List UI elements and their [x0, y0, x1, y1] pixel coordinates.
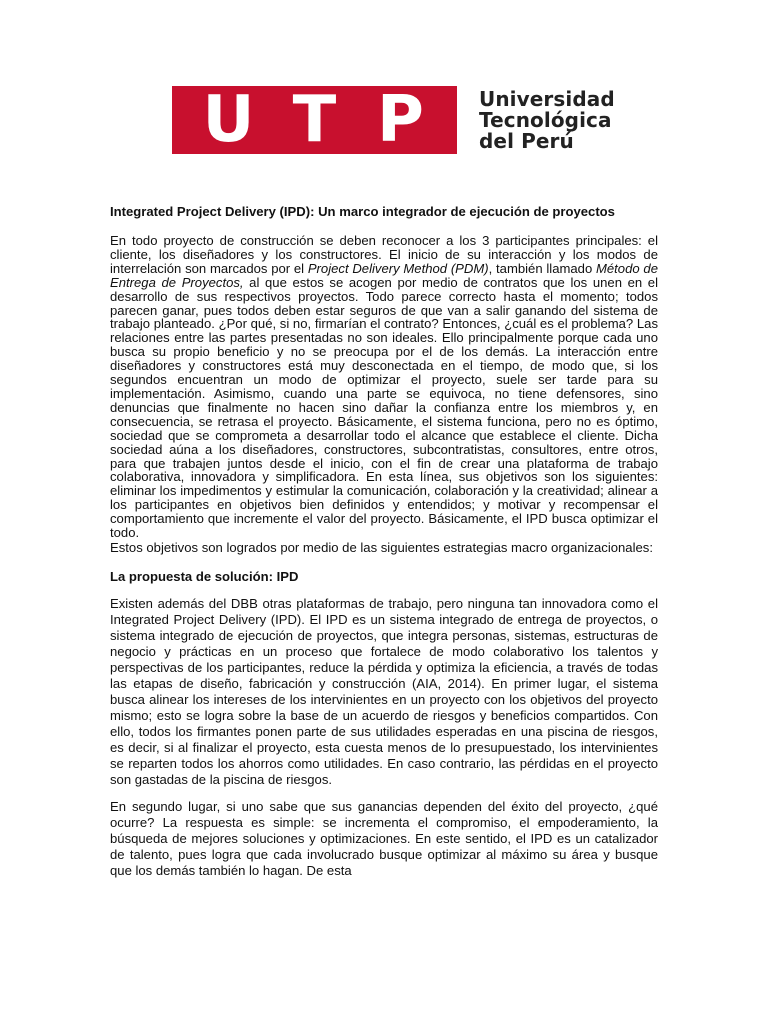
intro-italic-metodo: Método de Entrega de Proyectos,: [110, 260, 658, 290]
paragraph-strategies: Estos objetivos son logrados por medio de las siguientes estrategias macro organizacionales:: [110, 539, 653, 555]
utp-logo: [172, 83, 615, 157]
utp-logo-wordmark: [479, 86, 615, 153]
utp-logo-mark: [172, 83, 457, 157]
intro-text-b: , también llamado: [488, 260, 596, 276]
intro-text-c: al que estos se acogen por medio de contratos que los unen en el desarrollo de sus respectivos proyectos. Todo parece correcto hasta el momento; todos parecen ganar, pues todos deben estar seguros de que van a salir ganando del sistema de trabajo planteado. ¿Por qué, si no, firmarían el contrato? Entonces, ¿cuál es el problema? Las relaciones entre las partes presentadas no son ideales. Ello principalmente porque cada uno busca su propio beneficio y no se preocupa por el de los demás. La interacción entre diseñadores y constructores está muy desconectada en el tiempo, de modo que, si los segundos encuentran un modo de optimizar el proyecto, suele ser tarde para su implementación. Asimismo, cuando una parte se equivoca, no tiene defensores, sino denuncias que finalmente no hacen sino dañar la confianza entre los miembros y, en consecuencia, se retrasa el proyecto. Básicamente, el sistema funciona, pero no es óptimo, sociedad que se comprometa a desarrollar todo el alcance que establece el cliente. Dicha sociedad aúna a los diseñadores, constructores, subcontratistas, consultores, entre otros, para que trabajen juntos desde el inicio, con el fin de crear una plataforma de trabajo colaborativa, innovadora y simplificadora. En esta línea, sus objetivos son los siguientes: eliminar los impedimentos y estimular la comunicación, colaboración y la creatividad; alinear a los participantes en objetivos bien definidos y entendidos; y motivar y recompensar el comportamiento que incremente el valor del proyecto. Básicamente, el IPD busca optimizar el todo.: [110, 274, 658, 541]
document-title: Integrated Project Delivery (IPD): Un marco integrador de ejecución de proyectos: [110, 204, 615, 219]
logo-line-2: Tecnológica: [479, 107, 612, 132]
intro-italic-pdm: Project Delivery Method (PDM): [307, 260, 489, 276]
paragraph-ipd: Existen además del DBB otras plataformas de trabajo, pero ninguna tan innovadora como el Integrated Project Delivery (IPD). El IPD es un sistema integrado de entrega de proyectos, o sistema integrado de ejecución de proyectos, que integra personas, sistemas, estructuras de negocio y prácticas en un proceso que fortalece de modo colaborativo los talentos y perspectivas de los participantes, reduce la pérdida y optimiza la eficiencia, a través de todas las etapas de diseño, fabricación y construcción (AIA, 2014). En primer lugar, el sistema busca alinear los intereses de los intervinientes en un proyecto con los objetivos del proyecto mismo; esto se logra sobre la base de un acuerdo de riesgos y beneficios compartidos. Con ello, todos los firmantes ponen parte de sus utilidades esperadas en una piscina de riesgos, es decir, si al finalizar el proyecto, esta cuesta menos de lo presupuestado, los intervinientes se reparten todos los ahorros como utilidades. En caso contrario, las pérdidas en el proyecto son gastadas de la piscina de riesgos.: [110, 595, 658, 787]
logo-letter-t: T: [292, 83, 337, 157]
logo-letter-u: U: [202, 83, 255, 157]
intro-text-a: En todo proyecto de construcción se deben reconocer a los 3 participantes principales: el cliente, los diseñadores y los constructores. El inicio de su interacción y los modos de interrelación son marcados por el: [110, 233, 658, 276]
paragraph-intro: [110, 234, 658, 540]
logo-line-1: Universidad: [479, 86, 615, 111]
logo-line-3: del Perú: [479, 128, 574, 153]
logo-letter-p: P: [377, 83, 424, 157]
paragraph-second: En segundo lugar, si uno sabe que sus ganancias dependen del éxito del proyecto, ¿qué ocurre? La respuesta es simple: se incrementa el compromiso, el empoderamiento, la búsqueda de mejores soluciones y optimizaciones. En este sentido, el IPD es un catalizador de talento, pues logra que cada involucrado busque optimizar al máximo su área y busque que los demás también lo hagan. De esta: [110, 798, 658, 878]
section-heading: La propuesta de solución: IPD: [110, 568, 299, 584]
document-body: [110, 204, 658, 879]
